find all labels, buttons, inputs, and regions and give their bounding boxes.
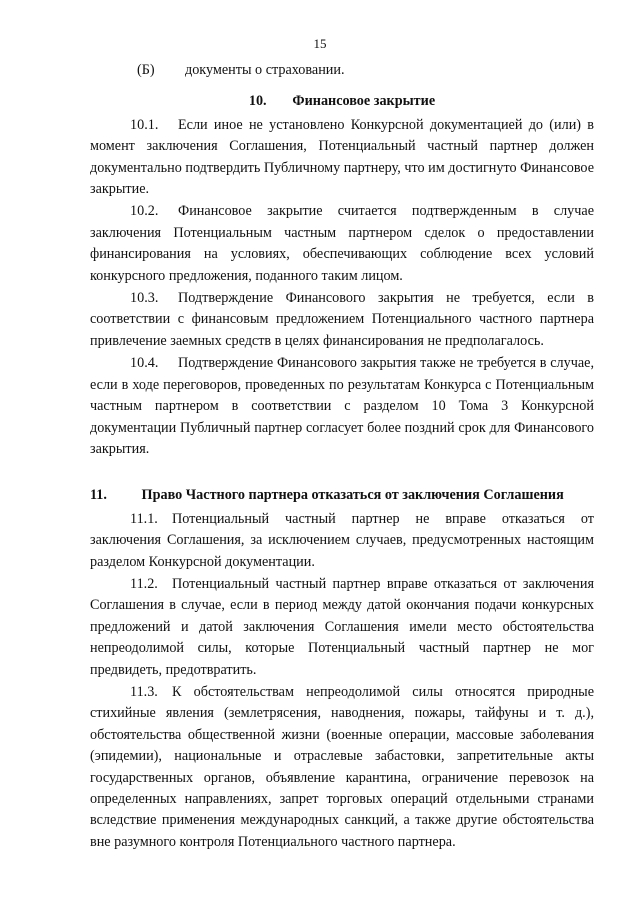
clause-10-3 (90, 288, 594, 352)
clause-text: К обстоятельствам непреодолимой силы относятся природные стихийные явления (землетрясения, наводнения, пожары, тайфуны и т. д.), обстоятельства общественной жизни (военные операции, массовые заболевания (эпидемии), национальные и отраслевые забастовки, запретительные акты государственных органов, объявление карантина, ограничение перевозок на определенных направлениях, запрет торговых операций отдельными странами вследствие применения международных санкций, а также другие обстоятельства вне разумного контроля Потенциального частного партнера. (90, 683, 594, 850)
clause-text: Потенциальный частный партнер не вправе отказаться от заключения Соглашения, за исключением случаев, предусмотренных настоящим разделом Конкурсной документации. (90, 510, 594, 570)
clause-number: 11.1. (130, 510, 158, 527)
section-10-number: 10. (248, 93, 267, 110)
section-11-number: 11. (90, 487, 107, 504)
page-number: 15 (313, 36, 327, 51)
clause-11-2 (90, 574, 594, 681)
clause-11-1 (90, 509, 594, 573)
clause-text: Подтверждение Финансового закрытия также не требуется в случае, если в ходе переговоров, проведенных по результатам Конкурса с Потенциальным частным партнером в соответствии с разделом 10 Тома 3 Конкурсной документации Публичный партнер согласует более поздний срок для Финансового закрытия. (90, 355, 594, 457)
clause-number: 10.4. (130, 355, 159, 372)
section-10-heading (90, 91, 594, 112)
clause-text: Если иное не установлено Конкурсной документацией до (или) в момент заключения Соглашения, Потенциальный частный партнер должен документально подтвердить Публичному партнеру, что им достигнуто Финансовое закрытие. (90, 116, 594, 198)
clause-number: 10.1. (130, 116, 159, 133)
clause-10-4 (90, 353, 594, 460)
section-spacer (90, 461, 594, 475)
clause-number: 11.2. (130, 575, 158, 592)
list-item-b (90, 60, 594, 81)
clause-text: Потенциальный частный партнер вправе отказаться от заключения Соглашения в случае, если в период между датой окончания подачи конкурсных предложений и датой заключения Соглашения имели место обстоятельства непреодолимой силы, которые Потенциальный частный партнер не мог предвидеть, предотвратить. (90, 575, 594, 678)
section-11-heading (90, 485, 594, 506)
clause-10-1 (90, 115, 594, 201)
list-item-marker: (Б) (137, 62, 155, 78)
clause-number: 10.2. (130, 203, 159, 220)
clause-number: 11.3. (130, 683, 158, 700)
clause-text: Финансовое закрытие считается подтвержденным в случае заключения Потенциальным частным партнером сделок о предоставлении финансирования на условиях, обеспечивающих соблюдение всех условий конкурсного предложения, поданного таким лицом. (90, 203, 594, 284)
clause-10-2 (90, 201, 594, 287)
document-body (90, 60, 594, 854)
clause-11-3 (90, 682, 594, 853)
section-10-title: Финансовое закрытие (292, 93, 436, 110)
clause-number: 10.3. (130, 290, 159, 307)
section-11-title: Право Частного партнера отказаться от заключения Соглашения (141, 487, 564, 504)
list-item-text: документы о страховании. (185, 62, 345, 78)
clause-text: Подтверждение Финансового закрытия не требуется, если в соответствии с финансовым предложением Потенциального частного партнера привлечение заемных средств в целях финансирования не предполагалось. (90, 290, 594, 349)
